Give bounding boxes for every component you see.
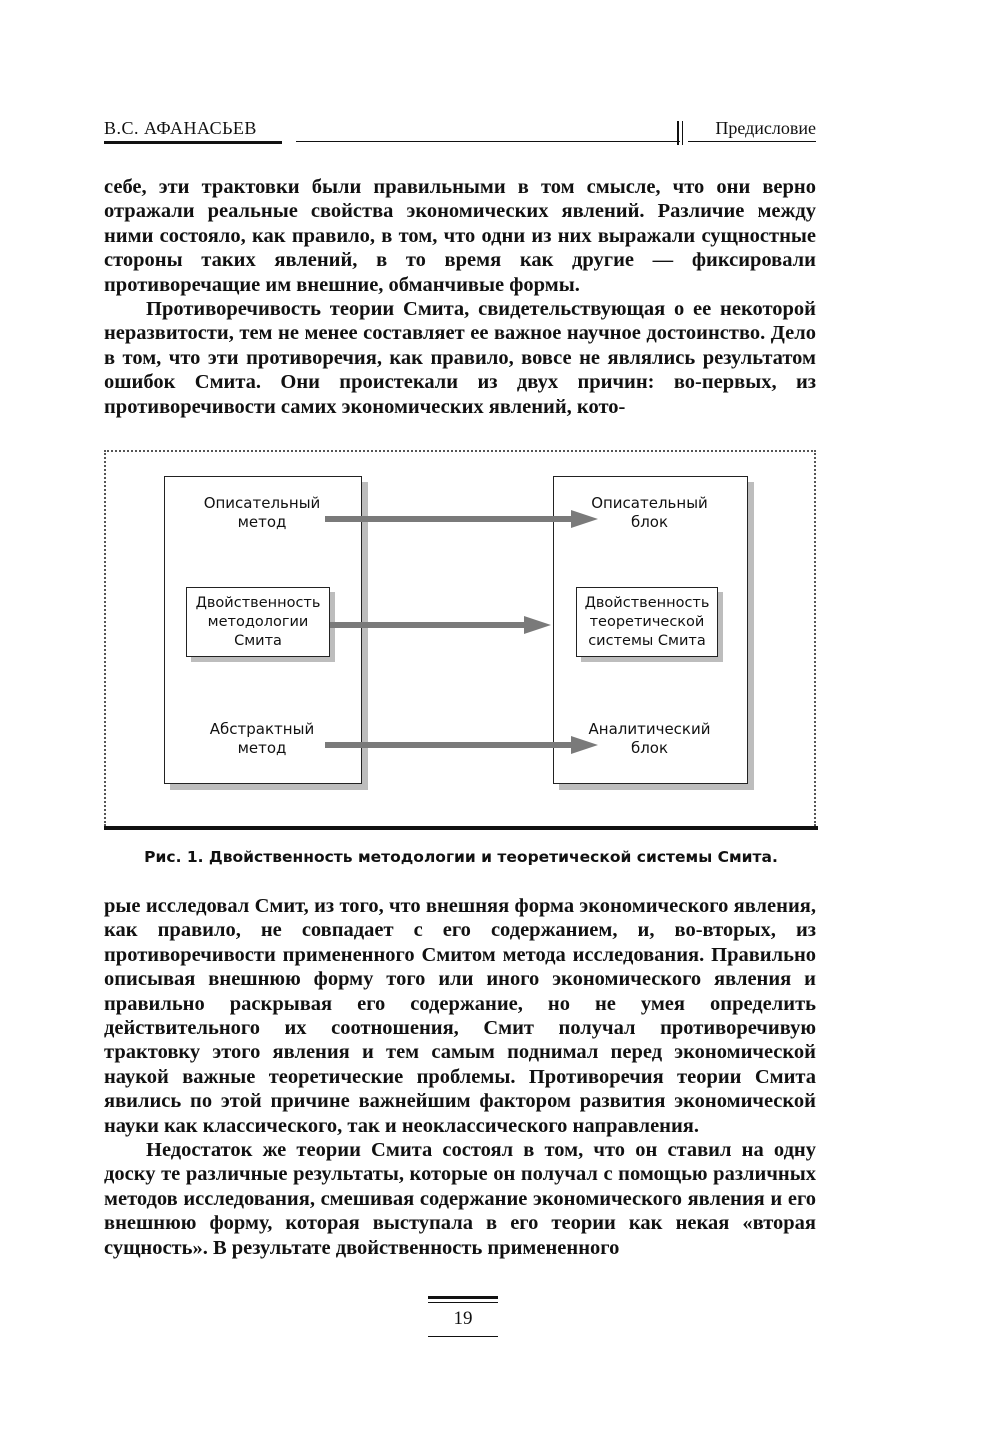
theory-duality-label: Двойственность теоретической системы Смита [584,594,710,649]
arrow-head-top [571,510,598,528]
arrow-head-middle [524,616,551,634]
arrow-head-bottom [571,736,598,754]
paragraph: рые исследовал Смит, из того, что внешняя форма экономического явления, как правило, не совпадает с его содержанием, и, во-вторых, из противоречивости примененного Смитом метода исследования. Правильно описывая внешнюю форму того или иного экономического явления и правильно раскрывая его содержание, но не умея определить действительного их соотношения, Смит получал противоречивую трактовку этого явления и тем самым поднимал перед экономической наукой важные теоретические проблемы. Противоречия теории Смита явились по этой причине важнейшим фактором развития экономической науки как классического, так и неоклассического направления. [104,895,816,1137]
methodology-duality-label: Двойственность методологии Смита [195,594,321,649]
descriptive-block-label: Описательный блок [591,494,708,531]
folio-rule [428,1296,498,1299]
arrow-shaft-middle [330,622,526,628]
page-number: 19 [453,1308,473,1329]
paragraph: Недостаток же теории Смита состоял в том, что он ставил на одну доску те различные результаты, которые он получал с помощью различных методов исследования, смешивая содержание экономического явления и его внешнюю форму, которая выступала в его теории как некая «вторая сущность». В результате двойственность примененного [104,1139,816,1259]
running-header-section: Предисловие [715,118,816,138]
abstract-method-label: Абстрактный метод [209,720,315,757]
analytical-block-label: Аналитический блок [588,720,711,757]
paragraph: себе, эти трактовки были правильными в том смысле, что они верно отражали реальные свойства экономических явлений. Различие между ними состояло, как правило, в том, что одни из них выражали сущностные стороны таких явлений, в то время как другие — фиксировали противоречащие им внешние, обманчивые формы. [104,176,816,296]
running-header-author: В.С. АФАНАСЬЕВ [104,118,257,138]
descriptive-method-label: Описательный метод [203,494,321,531]
paragraph: Противоречивость теории Смита, свидетельствующая о ее некоторой неразвитости, тем не менее составляет ее важное научное достоинство. Дело в том, что эти противоречия, как правило, вовсе не являлись результатом ошибок Смита. Они проистекали из двух причин: во-первых, из противоречивости самих экономических явлений, кото- [104,298,816,418]
arrow-shaft-bottom [325,742,573,748]
arrow-shaft-top [325,516,573,522]
body-text-bottom [104,894,816,1260]
folio-rule [428,1302,498,1303]
folio-rule [428,1336,498,1337]
figure-caption: Рис. 1. Двойственность методологии и теоретической системы Смита. [144,848,778,866]
